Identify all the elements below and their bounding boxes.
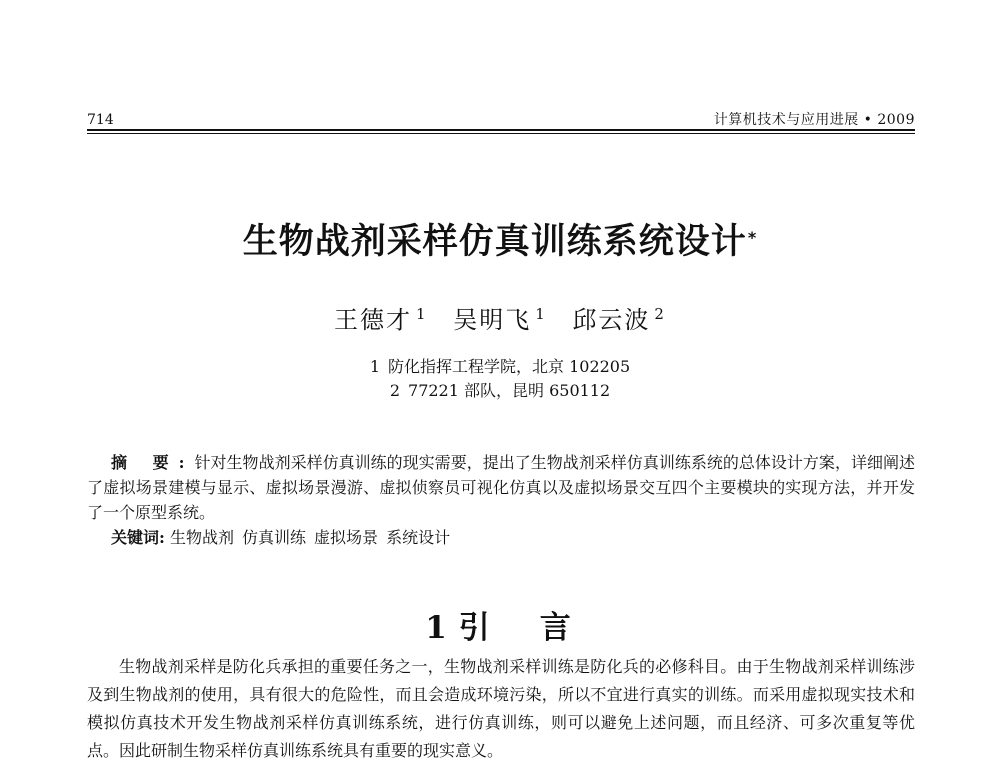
keyword: 仿真训练	[242, 528, 307, 547]
paper-title	[0, 220, 1000, 264]
author-1	[334, 305, 428, 335]
header-rule-thick	[87, 129, 915, 131]
journal-title: 计算机技术与应用进展 • 2009	[713, 112, 915, 128]
affiliation-text: 77221 部队，昆明 650112	[408, 381, 611, 400]
abstract-label: 摘 要:	[111, 453, 195, 472]
keyword: 虚拟场景	[314, 528, 379, 547]
page-number: 714	[87, 112, 114, 128]
keyword: 生物战剂	[170, 528, 235, 547]
author-3	[572, 305, 666, 335]
header-rule-thin	[87, 133, 915, 134]
section-heading	[0, 609, 1000, 647]
title-footnote-mark: *	[747, 228, 758, 248]
keyword: 系统设计	[386, 528, 451, 547]
author-list	[0, 305, 1000, 335]
author-affiliation-mark: 1	[416, 305, 428, 323]
affiliation-1	[0, 356, 1000, 378]
abstract	[87, 450, 915, 525]
affiliation-text: 防化指挥工程学院，北京 102205	[388, 357, 631, 376]
section-title-part1: 引	[458, 609, 494, 646]
page-header	[87, 111, 915, 135]
affiliation-number: 2	[389, 381, 401, 400]
paper-title-text: 生物战剂采样仿真训练系统设计	[242, 222, 747, 263]
author-2	[453, 305, 547, 335]
author-affiliation-mark: 2	[654, 305, 666, 323]
author-affiliation-mark: 1	[535, 305, 547, 323]
author-name: 王德才	[334, 306, 413, 334]
keywords	[111, 526, 915, 550]
section-number: 1	[425, 609, 451, 646]
keywords-label: 关键词:	[111, 528, 165, 547]
affiliation-2	[0, 380, 1000, 402]
section-title-part2: 言	[539, 609, 575, 646]
affiliation-number: 1	[369, 357, 380, 376]
author-name: 邱云波	[572, 306, 651, 334]
author-name: 吴明飞	[453, 306, 532, 334]
intro-paragraph: 生物战剂采样是防化兵承担的重要任务之一，生物战剂采样训练是防化兵的必修科目。由于生物战剂采样训练涉及到生物战剂的使用，具有很大的危险性，而且会造成环境污染，所以不宜进行真实的训练。而采用虚拟现实技术和模拟仿真技术开发生物战剂采样仿真训练系统，进行仿真训练，则可以避免上述问题，而且经济、可多次重复等优点。因此研制生物采样仿真训练系统具有重要的现实意义。	[87, 657, 915, 760]
abstract-text: 针对生物战剂采样仿真训练的现实需要，提出了生物战剂采样仿真训练系统的总体设计方案，详细阐述了虚拟场景建模与显示、虚拟场景漫游、虚拟侦察员可视化仿真以及虚拟场景交互四个主要模块的实现方法，并开发了一个原型系统。	[87, 453, 915, 522]
